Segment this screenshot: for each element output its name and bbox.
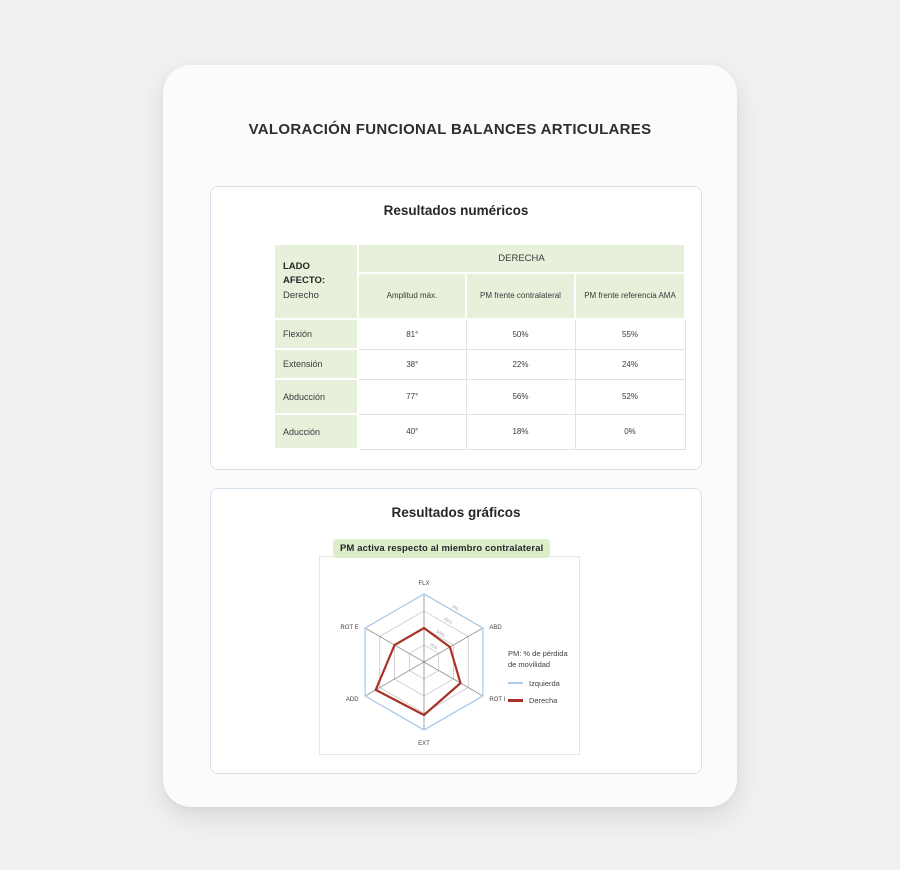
value-cell: 40° [358,414,466,449]
table-row-flexion [274,319,685,349]
legend-label: Derecha [529,695,558,705]
svg-text:0%: 0% [451,603,460,612]
table-row-aduccion [274,414,685,449]
svg-text:ABD: ABD [489,625,502,631]
chart-title-badge: PM activa respecto al miembro contralateral [333,539,550,558]
chart-legend [508,649,578,705]
value-cell: 52% [575,379,685,414]
legend-label: Izquierda [529,678,560,688]
legend-title-line1: PM: % de pérdida [508,649,568,658]
report-card [163,65,737,807]
value-cell: 24% [575,349,685,379]
svg-text:25%: 25% [442,616,454,625]
page-title: VALORACIÓN FUNCIONAL BALANCES ARTICULARES [248,121,652,138]
value-cell: 38° [358,349,466,379]
value-cell: 81° [358,319,466,349]
graphic-results-title: Resultados gráficos [391,505,521,520]
legend-item-izquierda [508,679,578,688]
corner-value: Derecho [283,289,319,301]
row-label: Abducción [274,379,358,414]
column-header-pm-contralateral: PM frente contralateral [466,273,575,319]
value-cell: 55% [575,319,685,349]
svg-text:ROT I: ROT I [489,697,506,703]
value-cell: 56% [466,379,575,414]
graphic-results-card [210,488,702,774]
column-header-pm-ama: PM frente referencia AMA [575,273,685,319]
value-cell: 22% [466,349,575,379]
corner-label: LADO AFECTO: [283,261,326,287]
table-row [274,244,685,273]
izquierda-line-icon [508,682,523,684]
svg-text:75%: 75% [427,641,439,651]
row-label: Flexión [274,319,358,349]
svg-text:EXT: EXT [418,741,430,747]
column-header-amplitud: Amplitud máx. [358,273,466,319]
value-cell: 77° [358,379,466,414]
numeric-results-title: Resultados numéricos [383,203,529,218]
results-table [273,243,686,450]
svg-text:ADD: ADD [345,697,359,703]
svg-text:ROT E: ROT E [340,625,359,631]
svg-text:50%: 50% [435,628,446,638]
svg-text:FLX: FLX [418,581,430,587]
radar-chart-container [319,556,580,755]
legend-title-line2: de movilidad [508,659,551,669]
row-label: Aducción [274,414,358,449]
legend-title [508,649,578,671]
group-header-derecha: DERECHA [358,244,685,273]
row-label: Extensión [274,349,358,379]
table-row-abduccion [274,379,685,414]
legend-item-derecha [508,696,578,705]
corner-cell [274,244,358,319]
table-row-extension [274,349,685,379]
value-cell: 0% [575,414,685,449]
derecha-line-icon [508,699,523,702]
value-cell: 50% [466,319,575,349]
numeric-results-card [210,186,702,470]
value-cell: 18% [466,414,575,449]
